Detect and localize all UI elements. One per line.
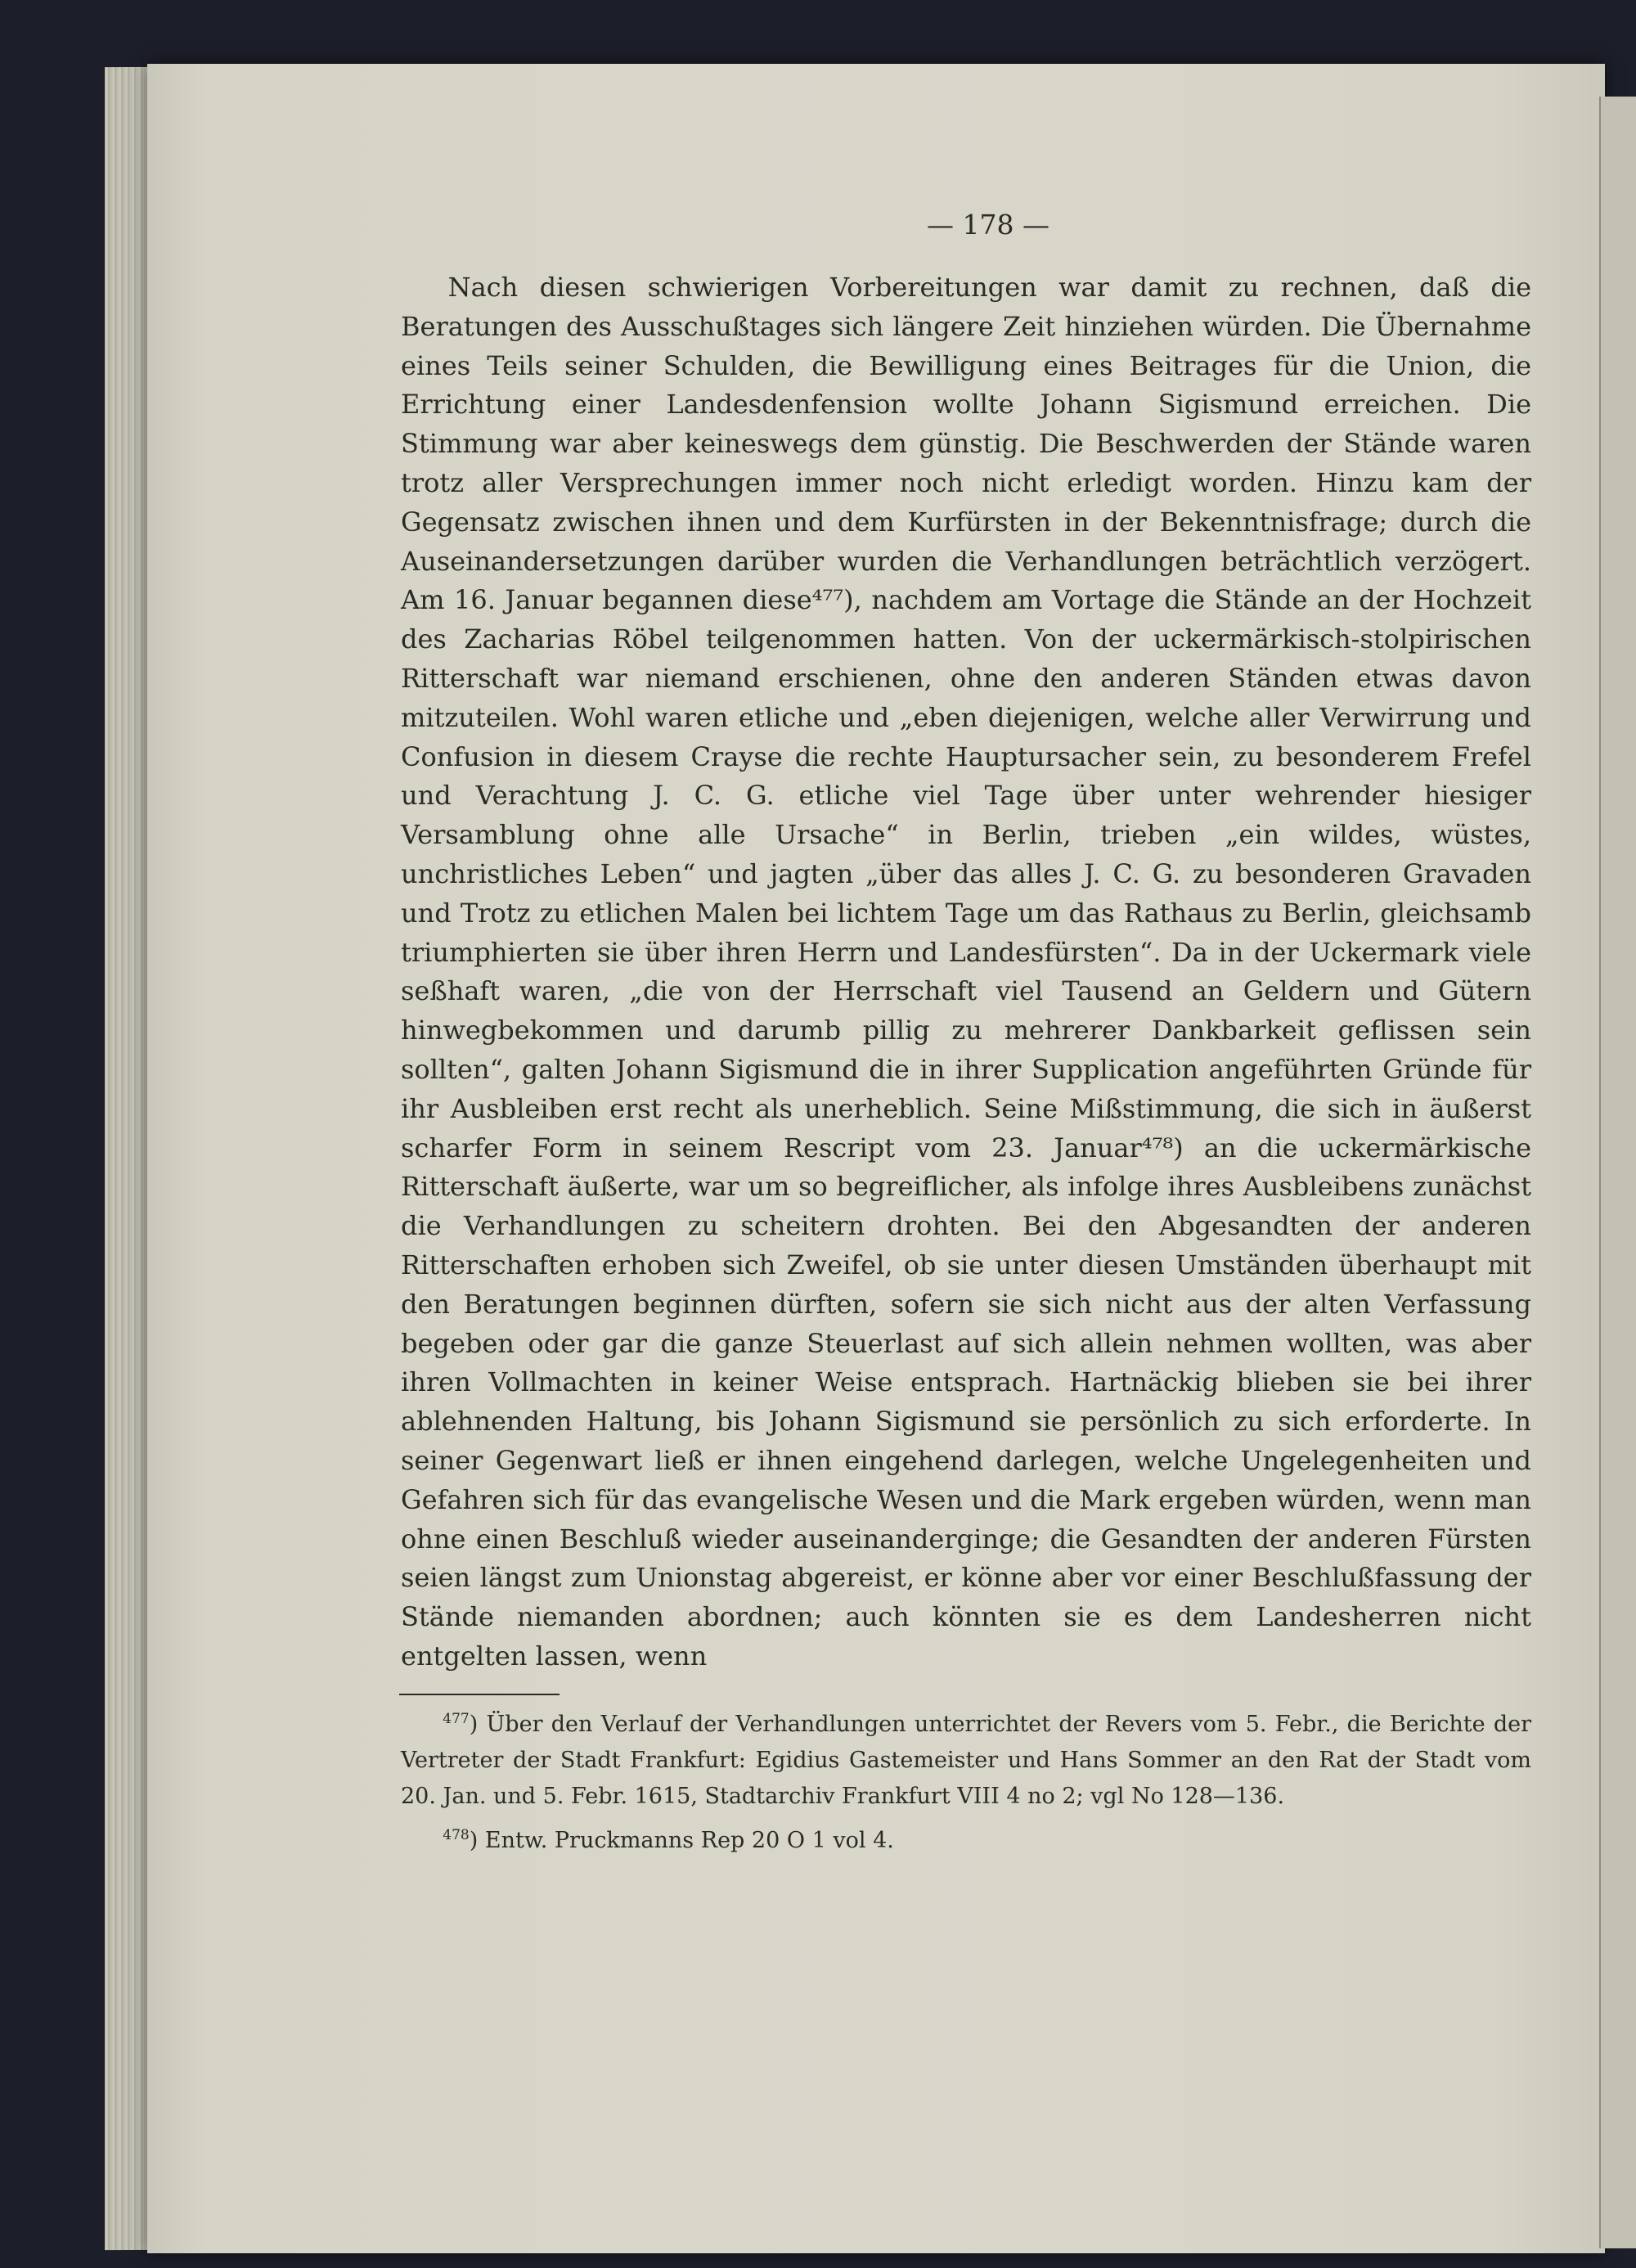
body-paragraph: Nach diesen schwierigen Vorbereitungen war damit zu rechnen, daß die Beratungen des Ausschußtages sich längere Zeit hinziehen würden. Die Übernahme eines Teils seiner Schulden, die Bewilligung eines Beitrages für die Union, die Errichtung einer Landesdenfension wollte Johann Sigismund erreichen. Die Stimmung war aber keineswegs dem günstig. Die Beschwerden der Stände waren trotz aller Versprechungen immer noch nicht erledigt worden. Hinzu kam der Gegensatz zwischen ihnen und dem Kurfürsten in der Bekenntnisfrage; durch die Auseinandersetzungen darüber wurden die Verhandlungen beträchtlich verzögert. Am 16. Januar begannen diese⁴⁷⁷), nachdem am Vortage die Stände an der Hochzeit des Zacharias Röbel teilgenommen hatten. Von der uckermärkisch-stolpirischen Ritterschaft war niemand erschienen, ohne den anderen Ständen etwas davon mitzuteilen. Wohl waren etliche und „eben diejenigen, welche aller Verwirrung und Confusion in diesem Crayse die rechte Hauptursacher sein, zu besonderem Frefel und Verachtung J. C. G. etliche viel Tage über unter wehrender hiesiger Versamblung ohne alle Ursache“ in Berlin, trieben „ein wildes, wüstes, unchristliches Leben“ und jagten „über das alles J. C. G. zu besonderen Gravaden und Trotz zu etlichen Malen bei lichtem Tage um das Rathaus zu Berlin, gleichsamb triumphierten sie über ihren Herrn und Landesfürsten“. Da in der Uckermark viele seßhaft waren, „die von der Herrschaft viel Tausend an Geldern und Gütern hinwegbekommen und darumb pillig zu mehrerer Dankbarkeit geflissen sein sollten“, galten Johann Sigismund die in ihrer Supplication angeführten Gründe für ihr Ausbleiben erst recht als unerheblich. Seine Mißstimmung, die sich in äußerst scharfer Form in seinem Rescript vom 23. Januar⁴⁷⁸) an die uckermärkische Ritterschaft äußerte, war um so begreiflicher, als infolge ihres Ausbleibens zunächst die Verhandlungen zu scheitern drohten. Bei den Abgesandten der anderen Ritterschaften erhoben sich Zweifel, ob sie unter diesen Umständen überhaupt mit den Beratungen beginnen dürften, sofern sie sich nicht aus der alten Verfassung begeben oder gar die ganze Steuerlast auf sich allein nehmen wollten, was aber ihren Vollmachten in keiner Weise entsprach. Hartnäckig blieben sie bei ihrer ablehnenden Haltung, bis Johann Sigismund sie persönlich zu sich erforderte. In seiner Gegenwart ließ er ihnen eingehend darlegen, welche Ungelegenheiten und Gefahren sich für das evangelische Wesen und die Mark ergeben würden, wenn man ohne einen Beschluß wieder auseinanderginge; die Gesandten der anderen Fürsten seien längst zum Unionstag abgereist, er könne aber vor einer Beschlußfassung der Stände niemanden abordnen; auch könnten sie es dem Landesherren nicht entgelten lassen, wenn [401,272,1531,1672]
footnote-text: ) Über den Verlauf der Verhandlungen unterrichtet der Revers vom 5. Febr., die Berichte der Vertreter der Stadt Frankfurt: Egidius Gastemeister und Hans Sommer an den Rat der Stadt vom 20. Jan. und 5. Febr. 1615, Stadtarchiv Frankfurt VIII 4 no 2; vgl No 128—136. [401,1712,1531,1809]
footnote-marker: 477 [443,1711,470,1727]
next-page-edge [1599,97,1636,2248]
page-number: — 178 — [927,209,1049,241]
page-edges [105,67,154,2250]
footnote-478 [401,1823,1531,1859]
footnote-separator [399,1694,560,1695]
footnote-477 [401,1707,1531,1815]
footnote-marker: 478 [443,1827,470,1843]
footnotes [401,1707,1531,1867]
footnote-text: ) Entw. Pruckmanns Rep 20 O 1 vol 4. [469,1828,894,1853]
